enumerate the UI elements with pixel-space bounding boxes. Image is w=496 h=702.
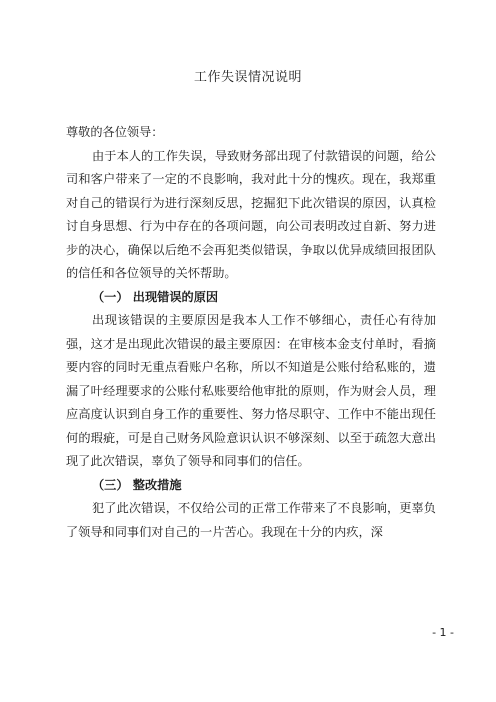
salutation: 尊敬的各位领导：: [66, 125, 164, 139]
measures-paragraph: 犯了此次错误，不仅给公司的正常工作带来了不良影响，更辜负了领导和同事们对自己的一片苦心。我现在十分的内疚，深: [66, 501, 436, 539]
document-title: 工作失误情况说明: [193, 70, 302, 85]
document-body: [66, 121, 436, 544]
intro-paragraph: 由于本人的工作失误，导致财务部出现了付款错误的问题，给公司和客户带来了一定的不良影响，我对此十分的愧疚。现在，我郑重对自己的错误行为进行深刻反思，挖掘犯下此次错误的原因，认真检讨自身思想、行为中存在的各项问题，向公司表明改过自新、努力进步的决心，确保以后绝不会再犯类似错误，争取以优异成绩回报团队的信任和各位领导的关怀帮助。: [66, 148, 436, 280]
cause-paragraph: 出现该错误的主要原因是我本人工作不够细心，责任心有待加强，这才是出现此次错误的最主要原因：在审核本金支付单时，看摘要内容的同时无重点看账户名称，所以不知道是公账付给私账的，遗漏了叶经理要求的公账付私账要给他审批的原则，作为财会人员，理应高度认识到自身工作的重要性、努力恪尽职守、工作中不能出现任何的瑕疵，可是自己财务风险意识认识不够深刻、以至于疏忽大意出现了此次错误，辜负了领导和同事们的信任。: [66, 313, 436, 468]
section-heading-measures: （三） 整改措施: [92, 477, 182, 492]
page-number: - 1 -: [432, 626, 454, 639]
section-heading-cause: （一） 出现错误的原因: [92, 289, 219, 304]
